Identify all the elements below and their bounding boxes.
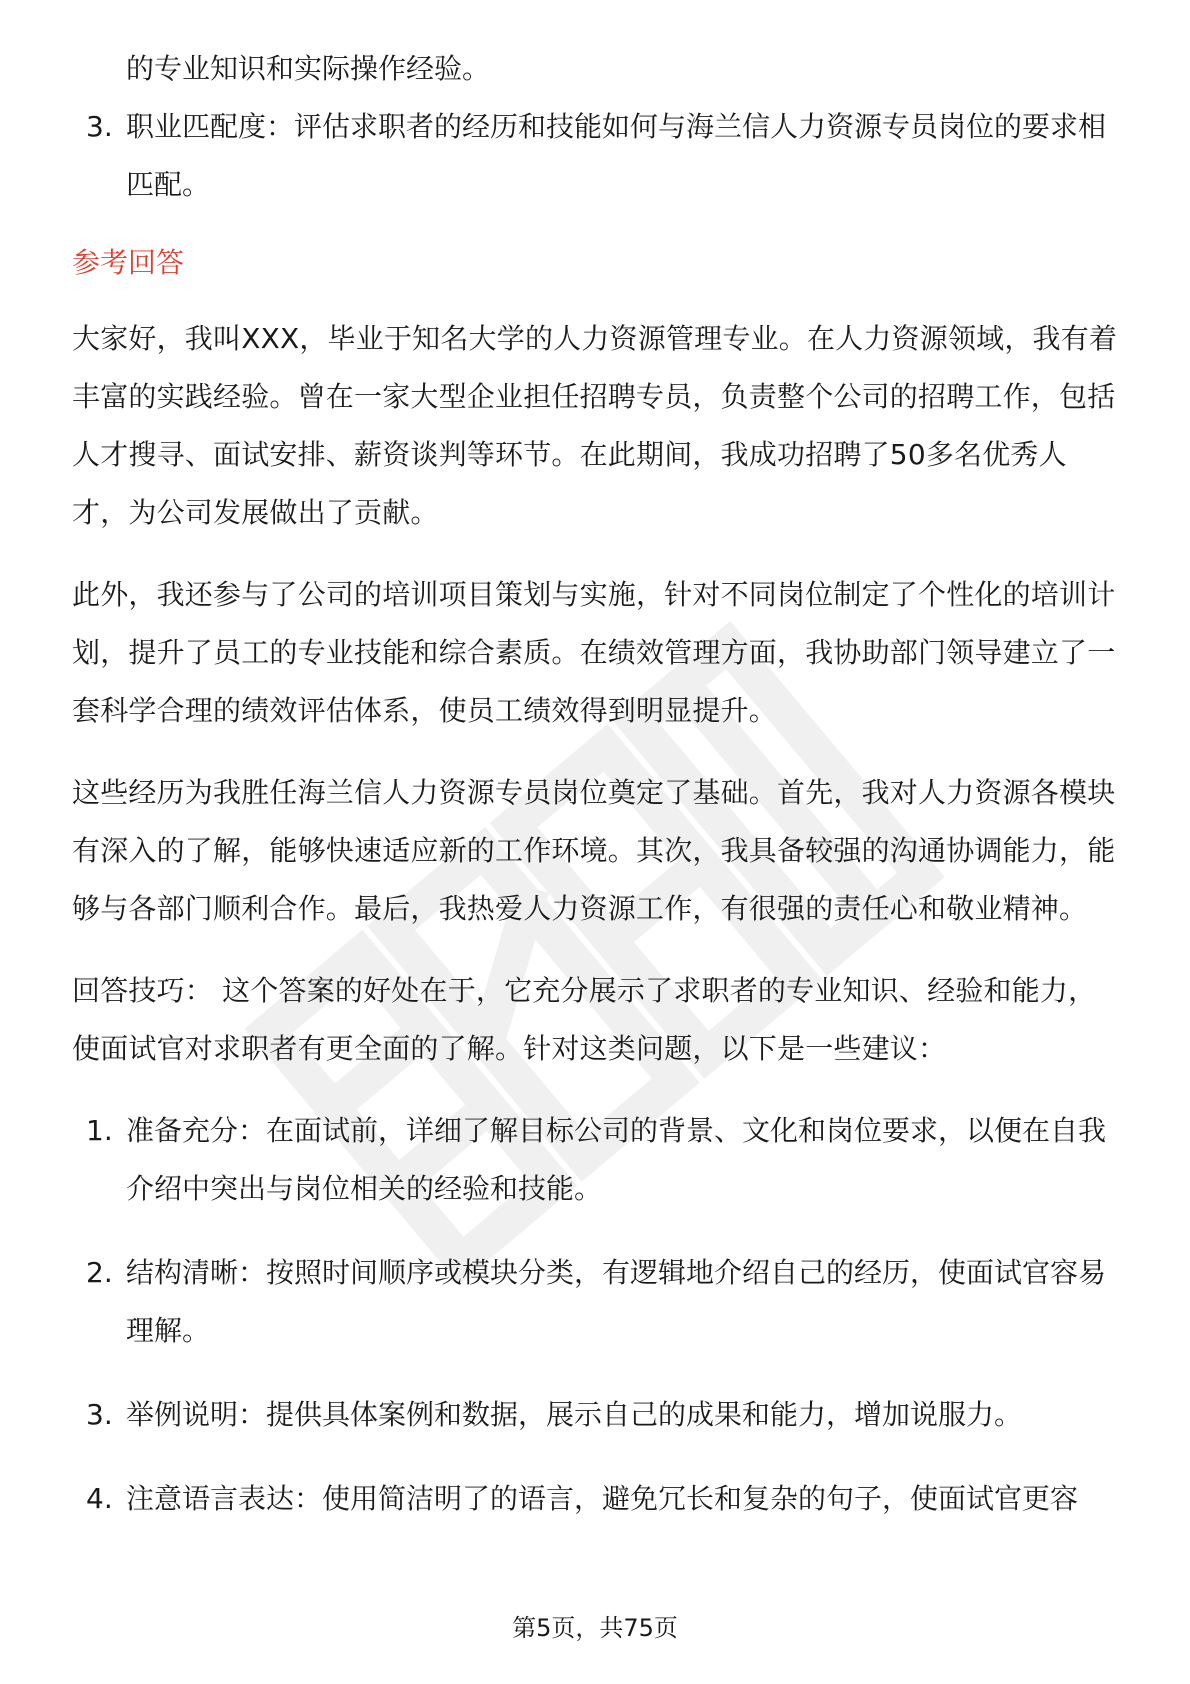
list-item — [72, 98, 1122, 214]
paragraph: 此外，我还参与了公司的培训项目策划与实施，针对不同岗位制定了个性化的培训计划，提升了员工的专业技能和综合素质。在绩效管理方面，我协助部门领导建立了一套科学合理的绩效评估体系，使员工绩效得到明显提升。 — [72, 578, 1116, 727]
list-number: 4. — [86, 1482, 113, 1515]
list-item-text: 职业匹配度：评估求职者的经历和技能如何与海兰信人力资源专员岗位的要求相匹配。 — [126, 110, 1107, 201]
list-item-text: 注意语言表达：使用简洁明了的语言，避免冗长和复杂的句子，使面试官更容 — [126, 1482, 1079, 1515]
list-item — [72, 1102, 1122, 1218]
paragraph: 这些经历为我胜任海兰信人力资源专员岗位奠定了基础。首先，我对人力资源各模块有深入的了解，能够快速适应新的工作环境。其次，我具备较强的沟通协调能力，能够与各部门顺利合作。最后，我热爱人力资源工作，有很强的责任心和敬业精神。 — [72, 776, 1116, 925]
list-item — [72, 1244, 1122, 1360]
section-title: 参考回答 — [72, 246, 185, 279]
list-item-text: 准备充分：在面试前，详细了解目标公司的背景、文化和岗位要求，以便在自我介绍中突出与岗位相关的经验和技能。 — [126, 1114, 1107, 1205]
list-item-continuation: 的专业知识和实际操作经验。 — [126, 52, 491, 85]
page-content — [72, 40, 1122, 1554]
list-item — [72, 1470, 1122, 1528]
page-number: 第5页，共75页 — [512, 1614, 678, 1642]
paragraph: 回答技巧： 这个答案的好处在于，它充分展示了求职者的专业知识、经验和能力，使面试官对求职者有更全面的了解。针对这类问题，以下是一些建议： — [72, 974, 1097, 1065]
list-number: 3. — [86, 110, 113, 143]
list-item-text: 结构清晰：按照时间顺序或模块分类，有逻辑地介绍自己的经历，使面试官容易理解。 — [126, 1256, 1107, 1347]
list-item-text: 举例说明：提供具体案例和数据，展示自己的成果和能力，增加说服力。 — [126, 1398, 1023, 1431]
tips-list — [72, 1102, 1122, 1528]
list-number: 1. — [86, 1114, 113, 1147]
paragraph: 大家好，我叫XXX，毕业于知名大学的人力资源管理专业。在人力资源领域，我有着丰富的实践经验。曾在一家大型企业担任招聘专员，负责整个公司的招聘工作，包括人才搜寻、面试安排、薪资谈判等环节。在此期间，我成功招聘了50多名优秀人才，为公司发展做出了贡献。 — [72, 322, 1118, 529]
list-number: 2. — [86, 1256, 113, 1289]
list-number: 3. — [86, 1398, 113, 1431]
list-item — [72, 1386, 1122, 1444]
